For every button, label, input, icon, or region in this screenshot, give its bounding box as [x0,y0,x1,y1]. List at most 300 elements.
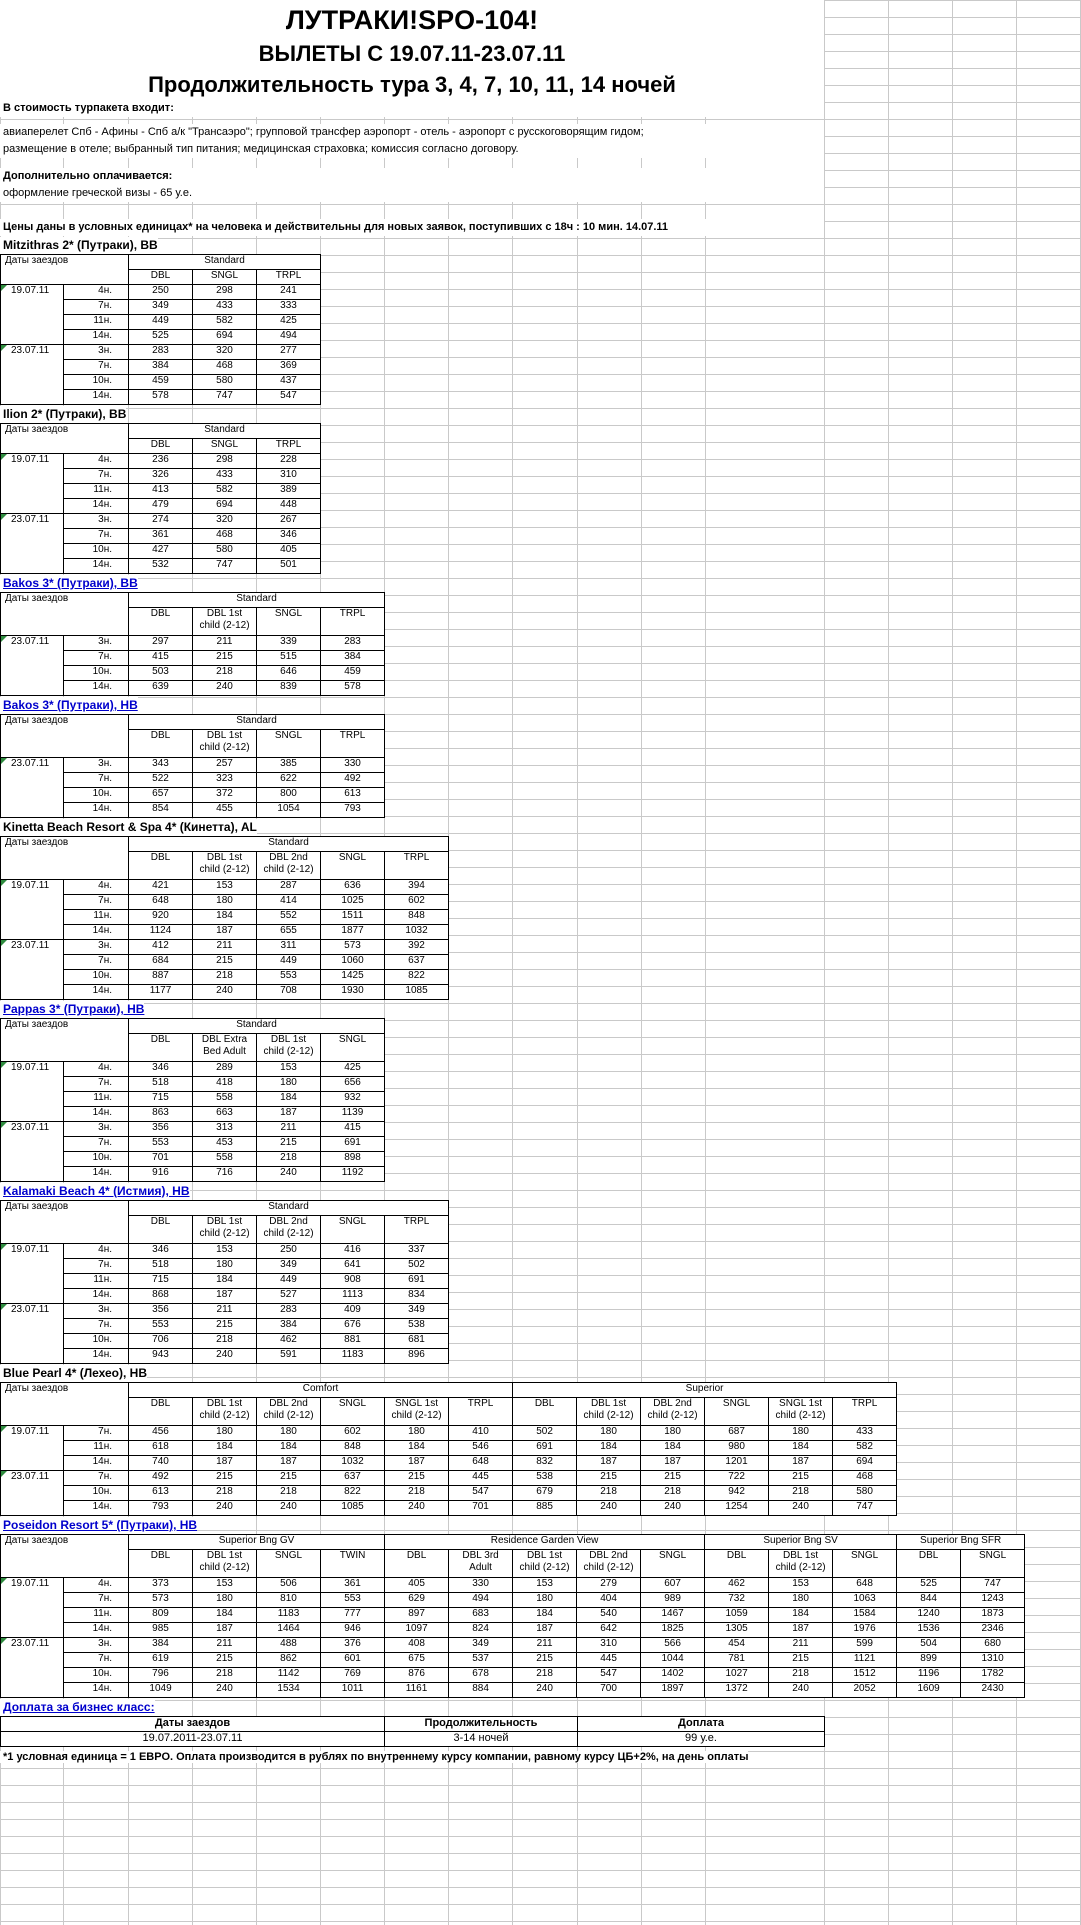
room-category: Superior Bng SFR [897,1535,1025,1550]
column-header [385,852,449,880]
price-cell: 215 [513,1653,577,1668]
price-cell: 449 [129,315,193,330]
arrival-date-cell [1,1683,64,1698]
arrival-date-cell [1,1319,64,1334]
price-cell: 558 [193,1092,257,1107]
column-header [513,1550,577,1578]
business-duration: 3-14 ночей [385,1732,578,1747]
nights: 4н. [64,880,129,895]
price-cell: 810 [257,1593,321,1608]
nights: 10н. [64,666,129,681]
date-label: Даты заездов [1,593,129,608]
arrival-date: 19.07.11 [1,1244,64,1259]
hotel-title: Mitzithras 2* (Путраки), BB [0,237,158,254]
price-cell: 1201 [705,1456,769,1471]
table-row [1,1167,385,1182]
price-cell: 394 [385,880,449,895]
price-cell: 240 [769,1683,833,1698]
price-cell: 897 [385,1608,449,1623]
arrival-date-cell [1,803,64,818]
price-cell: 629 [385,1593,449,1608]
price-cell: 1063 [833,1593,897,1608]
price-cell: 184 [385,1441,449,1456]
arrival-date-cell [1,300,64,315]
price-cell: 854 [129,803,193,818]
price-cell: 153 [769,1578,833,1593]
price-cell: 641 [321,1259,385,1274]
table-row [1,1319,449,1334]
price-cell: 1243 [961,1593,1025,1608]
table-row [1,1441,897,1456]
table-row [1,1608,1025,1623]
grid-line-h [0,578,1081,579]
column-header-line: child (2-12) [583,1410,634,1421]
table-row [1,1122,385,1137]
price-cell: 218 [769,1486,833,1501]
nights: 3н. [64,1638,129,1653]
nights: 10н. [64,375,129,390]
column-header [321,608,385,636]
price-cell: 218 [641,1486,705,1501]
hotel-price-table [0,1200,449,1364]
price-cell: 184 [513,1608,577,1623]
arrival-date: 23.07.11 [1,514,64,529]
price-cell: 313 [193,1122,257,1137]
column-header-line: SNGL [338,1398,367,1409]
hotel-price-table [0,254,321,405]
business-class-table [0,1716,825,1747]
footnote: *1 условная единица = 1 ЕВРО. Оплата производится в рублях по внутреннему курсу компании, равному курсу ЦБ+2%, на день оплаты [0,1751,748,1763]
arrival-date-cell [1,1349,64,1364]
nights: 10н. [64,1486,129,1501]
column-header-line: SNGL [978,1550,1007,1561]
price-cell: 578 [129,390,193,405]
column-header-line: TRPL [403,1216,430,1227]
price-cell: 385 [257,758,321,773]
arrival-date-cell [1,484,64,499]
arrival-date-cell [1,1334,64,1349]
price-cell: 184 [577,1441,641,1456]
price-cell: 356 [129,1122,193,1137]
column-header [257,270,321,285]
room-category: Standard [129,715,385,730]
price-cell: 639 [129,681,193,696]
price-cell: 504 [897,1638,961,1653]
arrival-date-cell [1,375,64,390]
price-cell: 1609 [897,1683,961,1698]
price-cell: 1044 [641,1653,705,1668]
price-cell: 267 [257,514,321,529]
nights: 14н. [64,1349,129,1364]
room-category: Standard [129,424,321,439]
column-header-line: DBL 1st [206,608,243,619]
header-spacer [1,1398,129,1426]
price-cell: 349 [129,300,193,315]
price-cell: 310 [257,469,321,484]
table-row [1,484,321,499]
table-row [1,1107,385,1122]
price-cell: 679 [513,1486,577,1501]
arrival-date-cell [1,330,64,345]
nights: 7н. [64,895,129,910]
room-category: Comfort [129,1383,513,1398]
column-header-line: DBL 1st [782,1550,819,1561]
room-category: Standard [129,255,321,270]
business-class-title[interactable]: Доплата за бизнес класс: [0,1699,155,1716]
price-cell: 676 [321,1319,385,1334]
price-cell: 824 [449,1623,513,1638]
grid-line-h [0,238,1081,239]
room-category: Residence Garden View [385,1535,705,1550]
column-header [193,1034,257,1062]
dates-text: ВЫЛЕТЫ С 19.07.11-23.07.11 [258,41,566,66]
price-cell: 552 [257,910,321,925]
table-row [1,1092,385,1107]
table-row [1,499,321,514]
column-header-line: DBL 2nd [653,1398,692,1409]
column-header-line: DBL 1st [206,730,243,741]
nights: 4н. [64,1062,129,1077]
price-cell: 418 [193,1077,257,1092]
price-cell: 184 [641,1441,705,1456]
arrival-date-cell [1,469,64,484]
arrival-date-cell [1,1274,64,1289]
room-category: Standard [129,1201,449,1216]
grid-line-h [0,119,1081,120]
column-header [705,1398,769,1426]
hotel-title[interactable]: Bakos 3* (Путраки), BB [0,575,138,592]
price-cell: 898 [321,1152,385,1167]
column-header-line: DBL [150,439,171,450]
price-cell: 1032 [321,1456,385,1471]
price-cell: 215 [193,651,257,666]
price-cell: 297 [129,636,193,651]
price-cell: 1584 [833,1608,897,1623]
price-cell: 445 [449,1471,513,1486]
price-cell: 187 [769,1456,833,1471]
column-header [321,1398,385,1426]
arrival-date-cell [1,681,64,696]
price-cell: 706 [129,1334,193,1349]
price-cell: 215 [257,1137,321,1152]
column-header [577,1550,641,1578]
column-header [193,439,257,454]
arrival-date-cell [1,544,64,559]
business-header-dates: Даты заездов [1,1717,385,1732]
price-cell: 885 [513,1501,577,1516]
price-cell: 289 [193,1062,257,1077]
header-spacer [1,852,129,880]
price-cell: 708 [257,985,321,1000]
arrival-date-cell [1,499,64,514]
price-cell: 1139 [321,1107,385,1122]
price-cell: 518 [129,1077,193,1092]
header-spacer [1,439,129,454]
nights: 14н. [64,1456,129,1471]
column-header [769,1550,833,1578]
price-cell: 279 [577,1578,641,1593]
nights: 3н. [64,1122,129,1137]
arrival-date-cell [1,1623,64,1638]
hotel-title[interactable]: Poseidon Resort 5* (Путраки), HB [0,1517,197,1534]
business-dates: 19.07.2011-23.07.11 [1,1732,385,1747]
column-header [257,1034,321,1062]
price-cell: 916 [129,1167,193,1182]
table-row [1,330,321,345]
duration-banner [0,69,824,101]
grid-line-h [0,1700,1081,1701]
price-cell: 684 [129,955,193,970]
arrival-date-cell [1,666,64,681]
column-header-line: SNGL 1st [395,1398,438,1409]
arrival-date: 19.07.11 [1,1062,64,1077]
nights: 3н. [64,636,129,651]
price-cell: 384 [257,1319,321,1334]
nights: 14н. [64,559,129,574]
price-cell: 1467 [641,1608,705,1623]
grid-line-h [0,1768,1081,1769]
column-header [449,1398,513,1426]
price-cell: 454 [705,1638,769,1653]
price-cell: 494 [257,330,321,345]
price-cell: 153 [193,880,257,895]
business-header-duration: Продолжительность [385,1717,578,1732]
price-cell: 215 [193,1471,257,1486]
arrival-date-cell [1,955,64,970]
table-row [1,1334,449,1349]
nights: 11н. [64,1608,129,1623]
column-header-line: DBL 1st [206,852,243,863]
header-spacer [1,1034,129,1062]
price-cell: 349 [257,1259,321,1274]
price-cell: 320 [193,514,257,529]
price-cell: 211 [193,1638,257,1653]
extra-line-1: оформление греческой визы - 65 у.е. [0,185,824,202]
price-cell: 215 [769,1653,833,1668]
table-row [1,1653,1025,1668]
arrival-date-cell [1,985,64,1000]
price-cell: 680 [961,1638,1025,1653]
date-label: Даты заездов [1,715,129,730]
price-cell: 410 [449,1426,513,1441]
price-cell: 1097 [385,1623,449,1638]
price-cell: 769 [321,1668,385,1683]
price-cell: 283 [257,1304,321,1319]
price-cell: 700 [577,1683,641,1698]
price-cell: 619 [129,1653,193,1668]
column-header-line: DBL 1st [206,1550,243,1561]
price-cell: 946 [321,1623,385,1638]
arrival-date: 23.07.11 [1,1638,64,1653]
price-cell: 413 [129,484,193,499]
price-cell: 525 [897,1578,961,1593]
price-cell: 582 [193,484,257,499]
column-header-line: child (2-12) [199,620,250,631]
room-category: Standard [129,1019,385,1034]
column-header [193,1550,257,1578]
column-header [321,1216,385,1244]
column-header-line: DBL [150,608,171,619]
column-header-line: TRPL [275,270,302,281]
price-cell: 449 [257,955,321,970]
price-cell: 218 [257,1486,321,1501]
price-cell: 538 [385,1319,449,1334]
price-cell: 180 [385,1426,449,1441]
column-header [193,1216,257,1244]
price-cell: 250 [129,285,193,300]
price-cell: 218 [385,1486,449,1501]
table-row [1,1244,449,1259]
table-row [1,666,385,681]
price-cell: 180 [769,1426,833,1441]
price-cell: 701 [129,1152,193,1167]
grid-line-h [0,1802,1081,1803]
price-cell: 283 [321,636,385,651]
hotel-title: Ilion 2* (Путраки), BB [0,406,126,423]
price-cell: 648 [129,895,193,910]
price-cell: 153 [257,1062,321,1077]
nights: 7н. [64,1471,129,1486]
column-header-line: SNGL 1st [779,1398,823,1409]
arrival-date: 19.07.11 [1,880,64,895]
price-cell: 211 [513,1638,577,1653]
price-cell: 681 [385,1334,449,1349]
column-header-line: child (2-12) [199,1562,250,1573]
column-header [193,852,257,880]
price-cell: 298 [193,285,257,300]
price-cell: 408 [385,1638,449,1653]
arrival-date-cell [1,1167,64,1182]
arrival-date-cell [1,1593,64,1608]
price-cell: 518 [129,1259,193,1274]
column-header-line: DBL [150,852,171,863]
hotel-price-table [0,592,385,696]
price-cell: 187 [193,1289,257,1304]
date-label: Даты заездов [1,1201,129,1216]
price-cell: 943 [129,1349,193,1364]
price-cell: 899 [897,1653,961,1668]
page-title [0,0,824,39]
nights: 10н. [64,544,129,559]
price-cell: 453 [193,1137,257,1152]
column-header-line: TRPL [339,730,366,741]
price-cell: 337 [385,1244,449,1259]
table-row [1,1426,897,1441]
price-cell: 494 [449,1593,513,1608]
price-cell: 1059 [705,1608,769,1623]
price-cell: 346 [257,529,321,544]
arrival-date-cell [1,360,64,375]
price-cell: 868 [129,1289,193,1304]
table-row [1,1683,1025,1698]
price-cell: 218 [577,1486,641,1501]
table-row [1,360,321,375]
price-cell: 553 [321,1593,385,1608]
price-cell: 180 [193,1593,257,1608]
column-header [193,608,257,636]
price-cell: 580 [193,375,257,390]
price-cell: 546 [449,1441,513,1456]
price-cell: 310 [577,1638,641,1653]
date-label: Даты заездов [1,424,129,439]
table-row [1,651,385,666]
price-cell: 241 [257,285,321,300]
column-header-line: child (2-12) [263,1228,314,1239]
price-cell: 415 [321,1122,385,1137]
arrival-date: 19.07.11 [1,1426,64,1441]
price-cell: 547 [449,1486,513,1501]
price-cell: 346 [129,1062,193,1077]
dates-banner [0,38,824,70]
hotel-title[interactable]: Kalamaki Beach 4* (Истмия), HB [0,1183,190,1200]
arrival-date-cell [1,788,64,803]
price-cell: 694 [833,1456,897,1471]
grid-line-h [0,1904,1081,1905]
price-cell: 1085 [321,1501,385,1516]
price-cell: 187 [193,1623,257,1638]
price-cell: 448 [257,499,321,514]
price-cell: 648 [449,1456,513,1471]
column-header-line: TRPL [467,1398,494,1409]
hotel-title[interactable]: Bakos 3* (Путраки), HB [0,697,138,714]
table-row [1,1077,385,1092]
room-category: Superior Bng SV [705,1535,897,1550]
price-cell: 361 [129,529,193,544]
arrival-date-cell [1,1486,64,1501]
nights: 7н. [64,1593,129,1608]
nights: 7н. [64,1653,129,1668]
price-cell: 622 [257,773,321,788]
nights: 14н. [64,925,129,940]
hotel-price-table [0,836,449,1000]
price-cell: 1032 [385,925,449,940]
nights: 14н. [64,803,129,818]
arrival-date-cell [1,1259,64,1274]
table-row [1,1486,897,1501]
price-cell: 2052 [833,1683,897,1698]
price-cell: 369 [257,360,321,375]
price-cell: 908 [321,1274,385,1289]
price-cell: 153 [193,1578,257,1593]
price-cell: 187 [385,1456,449,1471]
column-header [449,1550,513,1578]
grid-line-h [0,1870,1081,1871]
column-header-line: DBL [150,730,171,741]
price-cell: 1240 [897,1608,961,1623]
price-cell: 462 [257,1334,321,1349]
price-cell: 180 [769,1593,833,1608]
price-cell: 184 [769,1608,833,1623]
column-header-line: SNGL [274,608,303,619]
hotel-title[interactable]: Pappas 3* (Путраки), HB [0,1001,144,1018]
price-cell: 1782 [961,1668,1025,1683]
column-header [257,1550,321,1578]
table-row [1,315,321,330]
table-row [1,1593,1025,1608]
price-cell: 180 [257,1077,321,1092]
price-cell: 1825 [641,1623,705,1638]
price-cell: 1085 [385,985,449,1000]
table-row [1,454,321,469]
price-cell: 691 [385,1274,449,1289]
header-spacer [1,1550,129,1578]
price-cell: 884 [449,1683,513,1698]
price-cell: 716 [193,1167,257,1182]
arrival-date: 23.07.11 [1,636,64,651]
price-cell: 218 [193,1486,257,1501]
price-cell: 412 [129,940,193,955]
price-cell: 1196 [897,1668,961,1683]
